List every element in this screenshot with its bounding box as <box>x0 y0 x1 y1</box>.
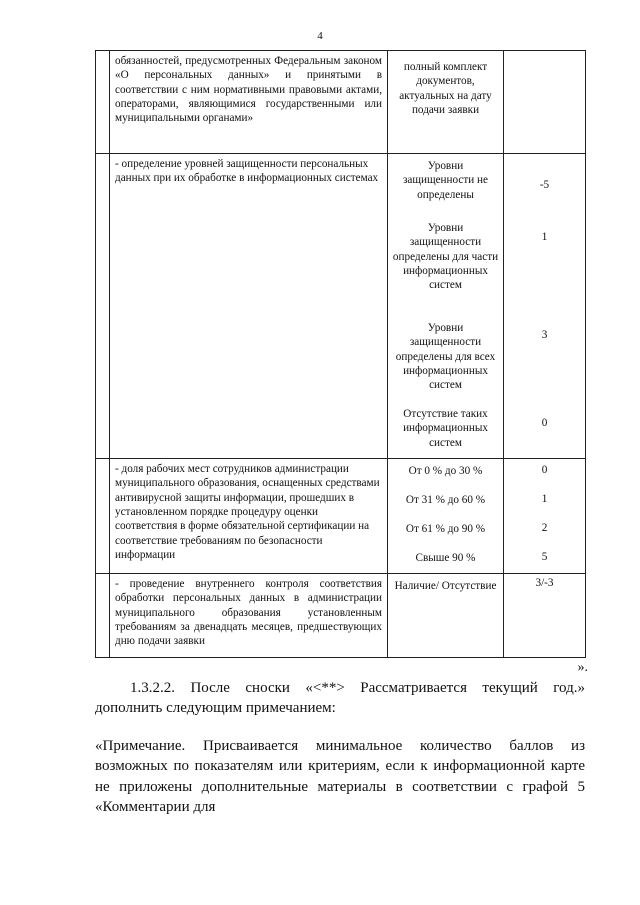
criterion-text: - проведение внутреннего контроля соответствия обработки персональных данных в администрации муниципального образования установленным требованиям за двенадцать месяцев, предшествующих дню подачи заявки <box>115 578 382 648</box>
score-value: 1 <box>541 231 548 243</box>
closing-quote-mark: ». <box>577 660 588 675</box>
score-value: 3/-3 <box>535 577 554 589</box>
table-row <box>96 154 586 459</box>
score-value: 1 <box>541 493 548 505</box>
option-text: полный комплект документов, актуальных на дату подачи заявки <box>399 61 492 116</box>
option-text: Уровни защищенности определены для части информационных систем <box>392 222 499 292</box>
score-value: 0 <box>541 464 548 476</box>
option-cell <box>388 459 504 574</box>
score-cell <box>504 51 586 154</box>
option-cell <box>388 51 504 154</box>
option-text: Наличие/ Отсутствие <box>394 580 497 592</box>
criterion-text: - определение уровней защищенности персональных данных при их обработке в информационных системах <box>115 158 379 185</box>
table-row <box>96 51 586 154</box>
criteria-table <box>95 50 586 658</box>
row-marker-cell <box>96 51 110 154</box>
criterion-cell <box>110 574 388 658</box>
criterion-cell <box>110 51 388 154</box>
option-text: Уровни защищенности не определены <box>402 160 488 201</box>
score-value: 3 <box>541 329 548 341</box>
score-value: -5 <box>539 179 550 191</box>
row-marker-cell <box>96 459 110 574</box>
criterion-text: обязанностей, предусмотренных Федеральным законом «О персональных данных» и принятыми в соответствии с ним нормативными правовыми актами, операторами, являющимися государственными или муниципальными органами» <box>115 55 382 125</box>
row-marker-cell <box>96 574 110 658</box>
page-number: 4 <box>317 30 323 42</box>
option-text: Уровни защищенности определены для всех информационных систем <box>395 322 496 392</box>
option-cell <box>388 574 504 658</box>
score-value: 2 <box>541 522 548 534</box>
criterion-cell <box>110 459 388 574</box>
score-value: 0 <box>541 417 548 429</box>
row-marker-cell <box>96 154 110 459</box>
score-cell <box>504 154 586 459</box>
score-cell <box>504 574 586 658</box>
option-text: Свыше 90 % <box>415 552 476 564</box>
option-text: От 0 % до 30 % <box>408 465 483 477</box>
amendment-paragraph: 1.3.2.2. После сноски «<**> Рассматривается текущий год.» дополнить следующим примечанием: <box>95 680 585 717</box>
table-row <box>96 574 586 658</box>
option-text: От 61 % до 90 % <box>405 523 486 535</box>
score-cell <box>504 459 586 574</box>
option-cell <box>388 154 504 459</box>
score-value: 5 <box>541 551 548 563</box>
option-text: Отсутствие таких информационных систем <box>403 408 488 449</box>
note-paragraph: «Примечание. Присваивается минимальное количество баллов из возможных по показателям или критериям, если к информационной карте не приложены дополнительные материалы в соответствии с графой 5 «Комментарии для <box>95 738 585 815</box>
criterion-text: - доля рабочих мест сотрудников администрации муниципального образования, оснащенных средствами антивирусной защиты информации, прошедших в установленном порядке процедуру оценки соответствия в форме обязательной сертификации на соответствие требованиям по безопасности информации <box>115 463 380 561</box>
option-text: От 31 % до 60 % <box>405 494 486 506</box>
criterion-cell <box>110 154 388 459</box>
table-row <box>96 459 586 574</box>
